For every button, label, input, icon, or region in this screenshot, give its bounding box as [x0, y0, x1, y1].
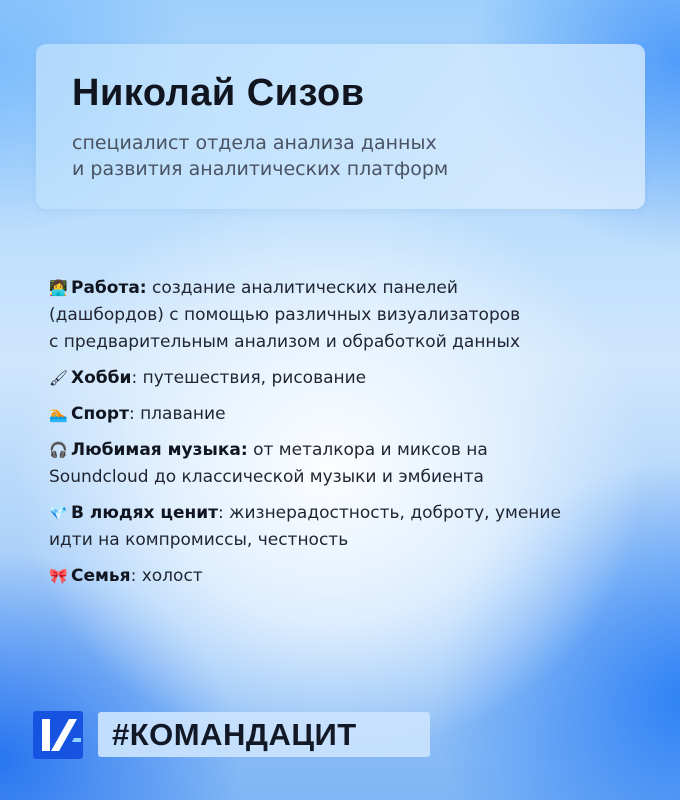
- fact-label: Хобби: [71, 368, 132, 388]
- person-name: Николай Сизов: [72, 72, 365, 114]
- fact-values: [49, 500, 649, 554]
- fact-text: от металкора и миксов на: [253, 440, 488, 460]
- logo-mark: [33, 711, 83, 759]
- hashtag-badge: [98, 712, 430, 757]
- facts-list: [49, 275, 649, 599]
- job-title-line-1: специалист отдела анализа данных: [72, 132, 437, 154]
- laptop-worker-icon: 👩‍💻: [49, 279, 68, 297]
- job-title: [72, 130, 612, 182]
- headphones-icon: 🎧: [49, 441, 68, 459]
- fact-text: : плавание: [128, 404, 226, 424]
- fact-sport: [49, 401, 649, 428]
- fact-work: [49, 275, 649, 356]
- fact-text: (дашбордов) с помощью различных визуализаторов: [49, 305, 521, 325]
- fact-label: Спорт: [71, 404, 129, 424]
- fact-text: Soundcloud до классической музыки и эмбиента: [49, 467, 484, 487]
- swimmer-icon: 🏊: [49, 405, 68, 423]
- fact-label: В людях ценит: [71, 503, 219, 523]
- fact-label: Любимая музыка:: [71, 440, 248, 460]
- hashtag-text: #КОМАНДАЦИТ: [112, 717, 357, 752]
- fact-family: [49, 563, 649, 590]
- profile-header-card: [36, 44, 645, 209]
- fact-text: идти на компромиссы, честность: [49, 530, 349, 550]
- fact-music: [49, 437, 649, 491]
- fact-label: Семья: [71, 566, 131, 586]
- fact-text: : жизнерадостность, доброту, умение: [218, 503, 561, 523]
- fact-hobby: [49, 365, 649, 392]
- gem-icon: 💎: [49, 504, 68, 522]
- fact-label: Работа:: [71, 278, 147, 298]
- job-title-line-2: и развития аналитических платформ: [72, 158, 449, 180]
- bow-icon: 🎀: [49, 567, 68, 585]
- company-logo-icon: [33, 711, 83, 759]
- paintbrush-icon: 🖌: [49, 369, 69, 387]
- fact-text: с предварительным анализом и обработкой данных: [49, 332, 521, 352]
- fact-text: : путешествия, рисование: [131, 368, 367, 388]
- fact-text: создание аналитических панелей: [152, 278, 458, 298]
- fact-text: : холост: [130, 566, 203, 586]
